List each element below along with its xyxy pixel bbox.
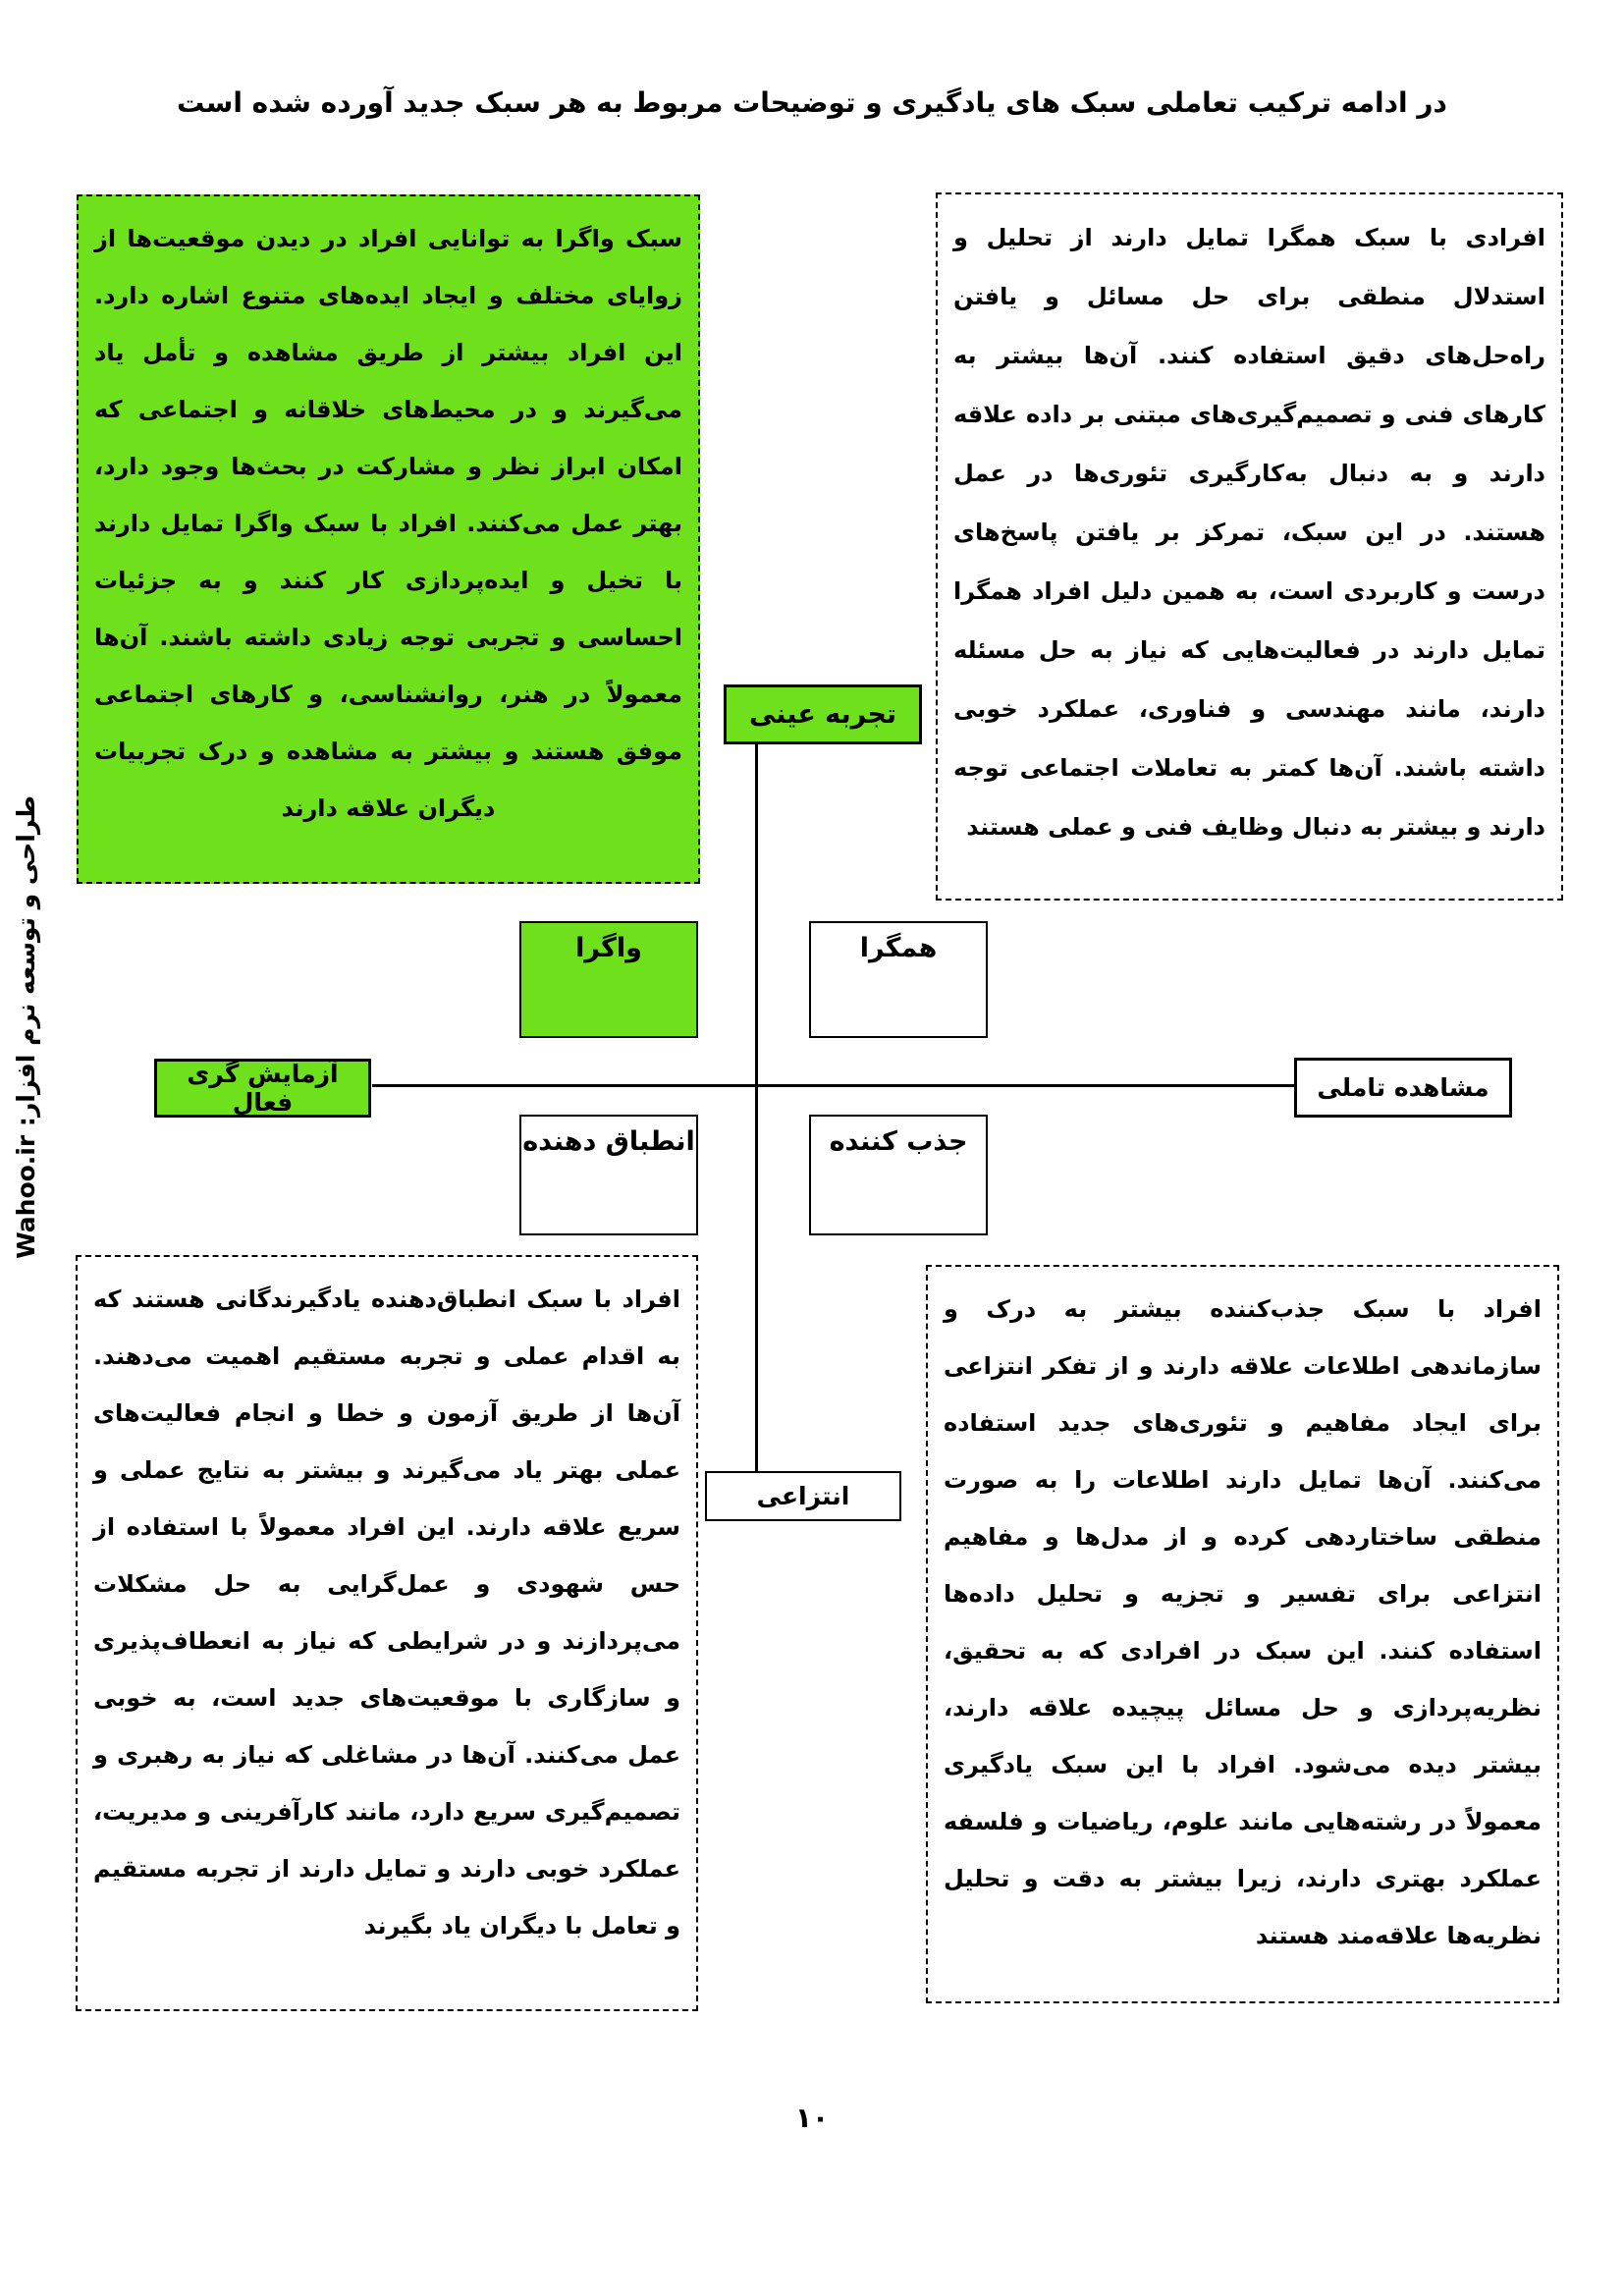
axis-label-concrete-experience: تجربه عینی (724, 684, 922, 744)
description-assimilating-style: افراد با سبک جذب‌کننده بیشتر به درک و سازماندهی اطلاعات علاقه دارند و از تفکر انتزاعی برای ایجاد مفاهیم و تئوری‌های جدید استفاده می‌کنند. آن‌ها تمایل دارند اطلاعات را به صورت منطقی ساختاردهی کرده و از مدل‌ها و مفاهیم انتزاعی برای تفسیر و تجزیه و تحلیل داده‌ها استفاده کنند. این سبک در افرادی که به تحقیق، نظریه‌پردازی و حل مسائل پیچیده علاقه دارند، بیشتر دیده می‌شود. افراد با این سبک یادگیری معمولاً در رشته‌هایی مانند علوم، ریاضیات و فلسفه عملکرد بهتری دارند، زیرا بیشتر به دقت و تحلیل نظریه‌ها علاقه‌مند هستند (926, 1265, 1559, 2003)
page-title: در ادامه ترکیب تعاملی سبک های یادگیری و توضیحات مربوط به هر سبک جدید آورده شده است (177, 86, 1447, 119)
description-convergent-style: افرادی با سبک همگرا تمایل دارند از تحلیل و استدلال منطقی برای حل مسائل و یافتن راه‌حل‌های دقیق استفاده کنند. آن‌ها بیشتر به کارهای فنی و تصمیم‌گیری‌های مبتنی بر داده علاقه دارند و به دنبال به‌کارگیری تئوری‌ها در عمل هستند. در این سبک، تمرکز بر یافتن پاسخ‌های درست و کاربردی است، به همین دلیل افراد همگرا تمایل دارند در فعالیت‌هایی که نیاز به حل مسئله دارند، مانند مهندسی و فناوری، عملکرد خوبی داشته باشند. آن‌ها کمتر به تعاملات اجتماعی توجه دارند و بیشتر به دنبال وظایف فنی و عملی هستند (936, 192, 1563, 901)
axis-label-reflective-observation: مشاهده تاملی (1294, 1058, 1512, 1118)
page-number: ۱۰ (794, 2102, 830, 2134)
quadrant-convergent: همگرا (809, 921, 988, 1038)
quadrant-divergent: واگرا (519, 921, 698, 1038)
axis-label-active-experimentation: آزمایش گری فعال (154, 1059, 371, 1118)
description-divergent-style: سبک واگرا به توانایی افراد در دیدن موقعیت‌ها از زوایای مختلف و ایجاد ایده‌های متنوع اشاره دارد. این افراد بیشتر از طریق مشاهده و تأمل یاد می‌گیرند و در محیط‌های خلاقانه و اجتماعی که امکان ابراز نظر و مشارکت در بحث‌ها وجود دارد، بهتر عمل می‌کنند. افراد با سبک واگرا تمایل دارند با تخیل و ایده‌پردازی کار کنند و به جزئیات احساسی و تجربی توجه زیادی داشته باشند. آن‌ها معمولاً در هنر، روانشناسی، و کارهای اجتماعی موفق هستند و بیشتر به مشاهده و درک تجربیات دیگران علاقه دارند (77, 194, 700, 884)
horizontal-axis-line (372, 1084, 1294, 1087)
axis-label-abstract: انتزاعی (705, 1471, 901, 1521)
vertical-axis-line (755, 744, 758, 1471)
quadrant-assimilating: جذب کننده (809, 1115, 988, 1235)
quadrant-accommodating: انطباق دهنده (519, 1115, 698, 1235)
sidebar-credit: طراحی و توسعه نرم افزار: Wahoo.ir (12, 795, 40, 1259)
description-accommodating-style: افراد با سبک انطباق‌دهنده یادگیرندگانی هستند که به اقدام عملی و تجربه مستقیم اهمیت می‌دهند. آن‌ها از طریق آزمون و خطا و انجام فعالیت‌های عملی بهتر یاد می‌گیرند و بیشتر به نتایج عملی و سریع علاقه دارند. این افراد معمولاً با استفاده از حس شهودی و عمل‌گرایی به حل مشکلات می‌پردازند و در شرایطی که نیاز به انعطاف‌پذیری و سازگاری با موقعیت‌های جدید است، به خوبی عمل می‌کنند. آن‌ها در مشاغلی که نیاز به رهبری و تصمیم‌گیری سریع دارد، مانند کارآفرینی و مدیریت، عملکرد خوبی دارند و تمایل دارند از تجربه مستقیم و تعامل با دیگران یاد بگیرند (76, 1255, 698, 2011)
